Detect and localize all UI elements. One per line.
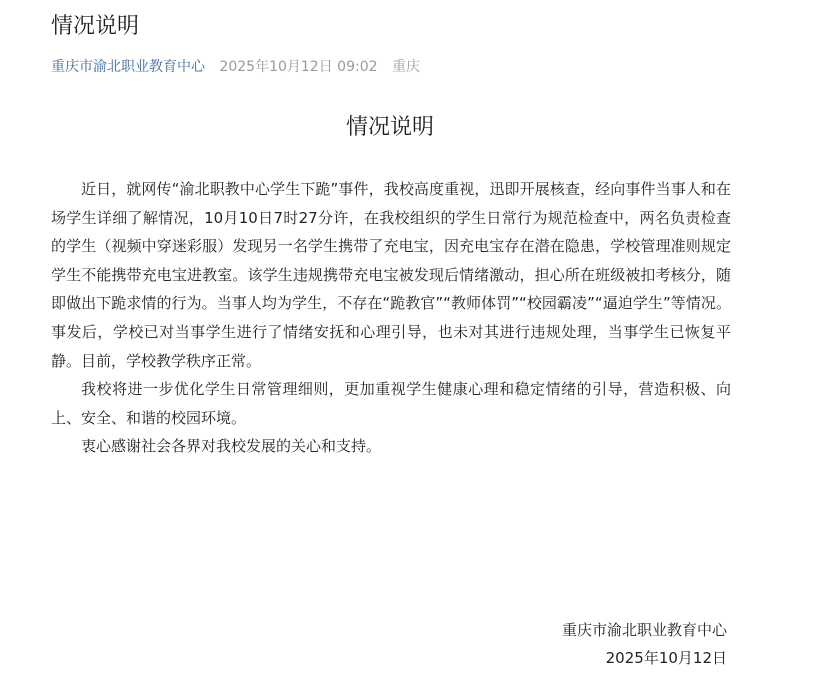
paragraph: 我校将进一步优化学生日常管理细则，更加重视学生健康心理和稳定情绪的引导，营造积极、向上、安全、和谐的校园环境。 (51, 380, 731, 427)
source-link[interactable]: 重庆市渝北职业教育中心 (51, 59, 205, 75)
publish-date: 2025年10月12日 09:02 (219, 59, 378, 75)
paragraph: 近日，就网传“渝北职教中心学生下跪”事件，我校高度重视，迅即开展核查，经向事件当事人和在场学生详细了解情况，10月10日7时27分许，在我校组织的学生日常行为规范检查中，两名负责检查的学生（视频中穿迷彩服）发现另一名学生携带了充电宝，因充电宝存在潜在隐患，学校管理准则规定学生不能携带充电宝进教室。该学生违规携带充电宝被发现后情绪激动，担心所在班级被扣考核分，随即做出下跪求情的行为。当事人均为学生，不存在“跪教官”“教师体罚”“校园霸凌”“逼迫学生”等情况。事发后，学校已对当事学生进行了情绪安抚和心理引导，也未对其进行违规处理，当事学生已恢复平静。目前，学校教学秩序正常。 (51, 180, 731, 370)
paragraph: 衷心感谢社会各界对我校发展的关心和支持。 (81, 437, 382, 456)
signature-block (562, 616, 727, 672)
publish-location: 重庆 (391, 59, 420, 75)
document-body (51, 175, 731, 461)
signature-date: 2025年10月12日 (605, 649, 727, 667)
page-title: 情况说明 (51, 14, 140, 39)
signature-organization: 重庆市渝北职业教育中心 (561, 621, 727, 639)
article-meta (51, 57, 420, 77)
document-heading: 情况说明 (345, 115, 434, 140)
